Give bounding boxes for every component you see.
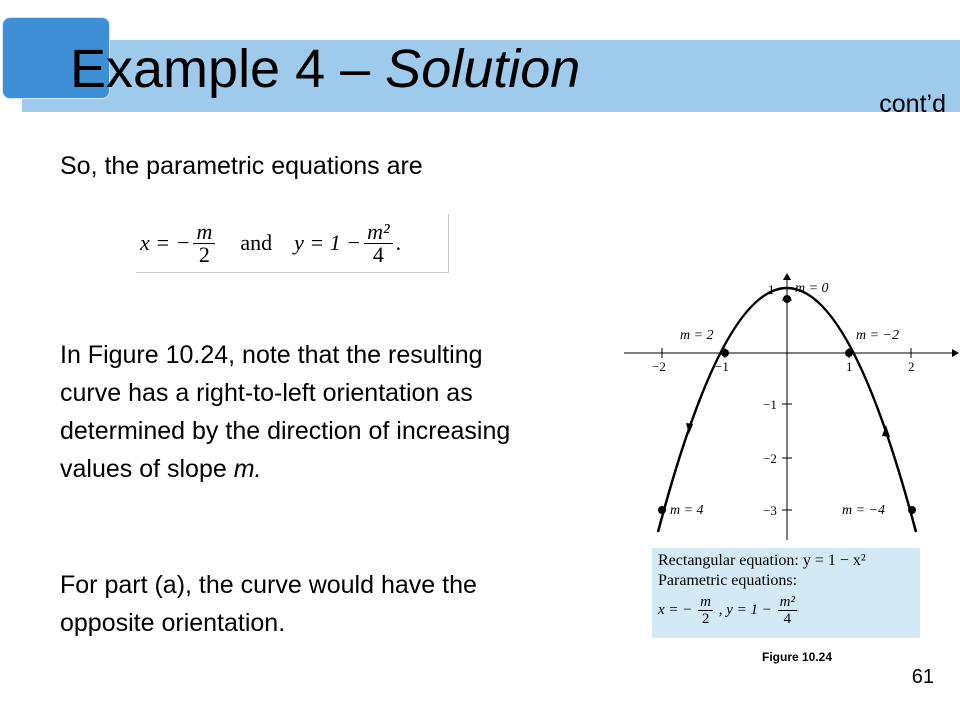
eq-y-fraction: $\frac{\text{m²}}{4}$ [364, 221, 392, 266]
point-m-0 [783, 295, 791, 303]
panel-parametric-equations: x = − $\frac{m}{2}$ , y = 1 − $\frac{\text{m²}}{4}$ [658, 594, 795, 627]
parabola-graph [622, 272, 960, 540]
point-m-neg2 [845, 349, 853, 357]
label-m-neg4: m = −4 [842, 503, 886, 518]
body-line: curve has a right-to-left orientation as [60, 379, 473, 407]
intro-text: So, the parametric equations are [60, 152, 423, 180]
point-m-neg4 [908, 506, 916, 514]
label-m-neg2: m = −2 [856, 328, 900, 343]
y-tick-label: −1 [763, 397, 777, 412]
eq-x-fraction: $\frac{m}{2}$ [193, 221, 215, 266]
point-m-4 [658, 506, 666, 514]
x-tick-label: −1 [715, 359, 729, 374]
slide-title: Example 4 – Solution [70, 39, 581, 99]
contd-label: cont’d [879, 90, 946, 118]
label-m-2: m = 2 [680, 328, 714, 343]
parametric-equations: x = − $\frac{m}{2}$ and y = 1 − $\frac{\text{m²}}{4}$ . [136, 214, 449, 273]
y-tick-label: −2 [763, 451, 777, 466]
body-line: determined by the direction of increasing [60, 417, 511, 445]
part-line: For part (a), the curve would have the [60, 571, 477, 599]
figure-caption: Figure 10.24 [762, 650, 833, 664]
point-m-2 [721, 349, 729, 357]
eq-and: and [240, 230, 273, 255]
body-line: values of slope m. [60, 455, 262, 483]
x-tick-label: 2 [908, 359, 915, 374]
page-number: 61 [911, 666, 934, 688]
part-line: opposite orientation. [60, 609, 286, 637]
x-tick-label: −2 [652, 359, 666, 374]
figure-equation-panel [652, 548, 920, 638]
eq-y-lhs: y = 1 − [294, 230, 362, 255]
body-paragraph [60, 336, 510, 488]
panel-rectangular-equation: Rectangular equation: y = 1 − x² [658, 552, 866, 569]
body-line: In Figure 10.24, note that the resulting [60, 341, 483, 369]
panel-parametric-heading: Parametric equations: [658, 572, 798, 589]
part-paragraph [60, 566, 477, 642]
eq-x-lhs: x = − [140, 230, 191, 255]
y-tick-label: −3 [763, 503, 777, 518]
label-m-4: m = 4 [670, 503, 704, 518]
x-tick-label: 1 [846, 359, 853, 374]
y-tick-label: 1 [768, 282, 775, 297]
label-m-0: m = 0 [795, 281, 829, 296]
